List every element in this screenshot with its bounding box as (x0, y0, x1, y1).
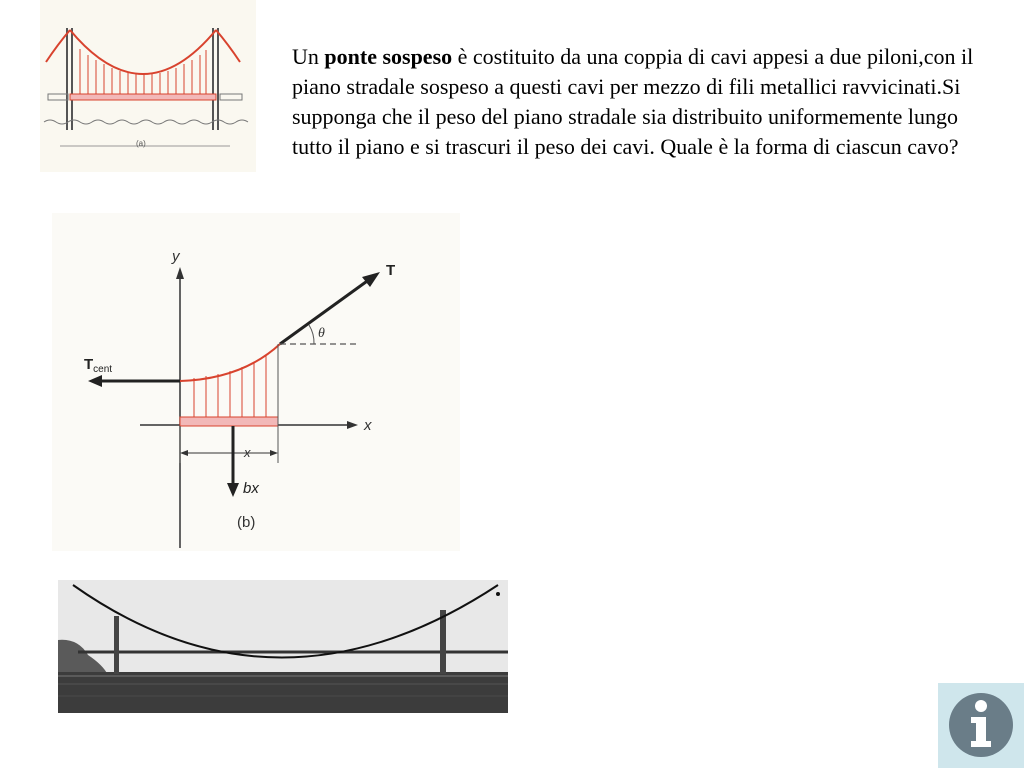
figure-a-caption: (a) (136, 139, 146, 148)
figure-b-force-diagram (52, 213, 460, 551)
bridge-photo (58, 580, 508, 713)
info-icon (938, 683, 1024, 768)
tcent-sub: cent (93, 364, 113, 375)
text-part1: Un (292, 44, 325, 69)
weight-label: bx (243, 480, 259, 497)
theta-label: θ (318, 326, 325, 341)
tension-label: T (386, 262, 396, 279)
text-bold-term: ponte sospeso (324, 44, 453, 69)
y-axis-label: y (172, 248, 180, 265)
tcent-main: T (84, 356, 94, 373)
slide-text (292, 42, 992, 162)
x-axis-label: x (364, 417, 372, 434)
figure-b-caption: (b) (237, 514, 256, 531)
info-button[interactable] (938, 683, 1024, 768)
x-span-label: x (244, 445, 251, 460)
figure-a-bridge-diagram (40, 0, 256, 172)
text-part2: è costituito da una coppia di cavi appesi a due piloni,con il piano stradale sospeso a questi cavi per mezzo di fili metallici ravvicinati.Si supponga che il peso del piano stradale sia distribuito uniformemente lungo tutto il piano e si trascuri il peso dei cavi. Quale è la forma di ciascun cavo? (292, 44, 974, 159)
